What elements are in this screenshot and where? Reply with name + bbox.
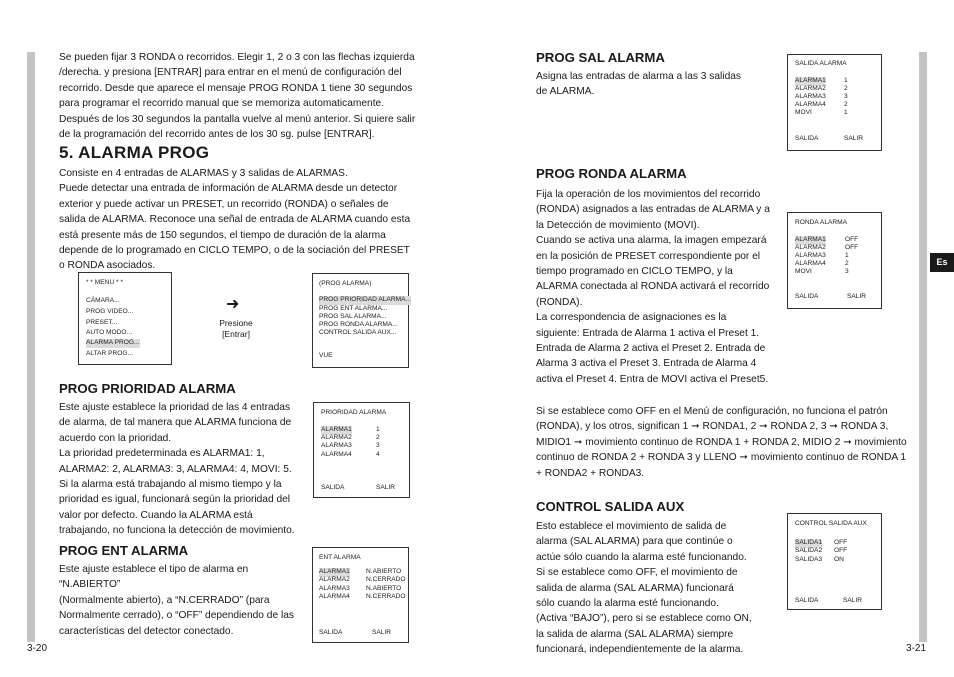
section-body-line: está presente más de 150 segundos, el tiempo de duración de la alarma (59, 229, 386, 241)
screen-row-label: ALARMA4 (321, 451, 352, 458)
ronda-line: Cuando se activa una alarma, la imagen empezará (536, 235, 767, 247)
sal-title: PROG SAL ALARMA (536, 50, 665, 65)
prioridad-body (59, 400, 309, 539)
ronda-screen-title: RONDA ALARMA (795, 219, 848, 226)
screen-footer-right: SALIR (376, 484, 396, 491)
screen-row-label: ALARMA3 (319, 585, 350, 592)
screen-row-label: MOVI (795, 109, 812, 116)
ent-screen (312, 547, 409, 643)
section-body-line: salida de ALARMA. Reconoce una señal de entrada de ALARMA cuando esta (59, 214, 411, 226)
prioridad-line: ALARMA2: 2, ALARMA3: 3, ALARMA4: 4, MOVI: 5. (59, 463, 292, 475)
screen-row-label: ALARMA3 (795, 93, 826, 100)
sal-screen (787, 54, 882, 151)
aux-line: actúe sólo cuando la alarma esté funcionando. (536, 551, 747, 563)
aux-line: Si se establece como OFF, el movimiento de (536, 567, 738, 579)
ronda-line: tiempo programado en CICLO TEMPO, y la (536, 266, 733, 278)
section-body-line: o RONDA asociados. (59, 260, 156, 272)
prioridad-line: Si la alarma está trabajando al mismo tiempo y la (59, 479, 282, 491)
ent-line: Este ajuste establece el tipo de alarma en “N.ABIERTO” (59, 564, 249, 591)
intro-line: recorrido. Desde que aparece el mensaje PROG RONDA 1 tiene 30 segundos (59, 82, 413, 94)
page-number-left: 3-20 (27, 643, 48, 654)
ent-body (59, 562, 309, 639)
screen-row-label: SALIDA2 (795, 547, 823, 554)
screen-footer-right: SALIR (844, 135, 864, 142)
ronda-note-line: (RONDA), y los otros, significan 1 ➞ RONDA1, 2 ➞ RONDA 2, 3 ➞ RONDA 3, (536, 421, 889, 433)
prioridad-screen-title: PRIORIDAD ALARMA (321, 409, 387, 416)
aux-line: Esto establece el movimiento de salida de (536, 521, 727, 532)
screen-row-value: OFF (834, 547, 848, 554)
press-enter-label (206, 318, 266, 340)
screen-row-value: ON (834, 556, 844, 563)
prioridad-line: valor por defecto. Cuando la ALARMA está (59, 509, 253, 521)
ronda-line: en la posición de PRESET correspondiente por el (536, 250, 761, 262)
menu-screen-title: * * MENU * * (86, 279, 124, 286)
aux-body (536, 519, 781, 658)
section-body-line: depende de lo programado en CICLO TEMPO, o de la sociación del PRESET (59, 245, 410, 257)
screen-row-value: 2 (844, 101, 848, 108)
menu-item: AUTO MODO... (86, 329, 133, 336)
screen-row-value: 2 (376, 434, 380, 441)
ronda-line: (RONDA) asignados a las entradas de ALARMA y a (536, 204, 770, 216)
ronda-line: (RONDA). (536, 296, 583, 308)
screen-row-value: 2 (844, 85, 848, 92)
ronda-note-line: Si se establece como OFF en el Menú de configuración, no funciona el patrón (536, 406, 888, 417)
screen-row-value: N.CERRADO (366, 576, 406, 583)
screen-footer-left: SALIDA (321, 484, 345, 491)
screen-row-label: ALARMA2 (321, 434, 352, 441)
intro-line: /derecha. y presiona [ENTRAR] para entrar en el menú de configuración del (59, 67, 402, 79)
screen-row-label: ALARMA4 (319, 593, 350, 600)
screen-footer-left: SALIDA (319, 629, 343, 636)
menu-item: PROG VIDEO... (86, 308, 134, 315)
alarm-menu-item: PROG ENT ALARMA... (319, 305, 388, 312)
ronda-line: Fija la operación de los movimientos del recorrido (536, 189, 761, 200)
screen-row-label-selected: ALARMA1 (319, 568, 350, 575)
ronda-note-line: + RONDA2 + RONDA3. (536, 467, 645, 479)
menu-item: ALTAR PROG... (86, 350, 134, 357)
alarm-menu-item-selected: PROG PRIORIDAD ALARMA... (319, 296, 411, 303)
section-body-line: exterior y puede activar un PRESET, un recorrido (RONDA) o señales de (59, 198, 389, 210)
screen-row-label: ALARMA3 (321, 442, 352, 449)
alarm-menu-footer: VUE (319, 352, 333, 359)
prioridad-line: trabajando, no funciona la detección de movimiento. (59, 525, 295, 537)
aux-line: la salida de alarma (SAL ALARMA) siempre (536, 628, 734, 640)
left-margin-bar (27, 52, 35, 642)
screen-row-label-selected: ALARMA1 (795, 77, 826, 84)
aux-screen-title: CONTROL SALIDA AUX (795, 520, 867, 527)
ronda-line: Alarma 3 activa el Preset 3. Entrada de Alarma 4 (536, 358, 757, 370)
arrow-right-icon: ➜ (226, 294, 240, 313)
section-title: 5. ALARMA PROG (59, 143, 210, 162)
screen-footer-left: SALIDA (795, 135, 819, 142)
screen-row-value: 1 (376, 426, 380, 433)
prioridad-line: La prioridad predeterminada es ALARMA1: 1, (59, 448, 265, 460)
sal-line: de ALARMA. (536, 86, 595, 98)
prioridad-screen (313, 402, 410, 498)
screen-row-value: 3 (845, 268, 849, 275)
ent-line: Normalmente cerrado), o “OFF” dependiendo de las (59, 610, 294, 622)
screen-row-value: 1 (845, 252, 849, 259)
ronda-line: Entrada de Alarma 2 activa el Preset 2. Entrada de (536, 343, 766, 355)
screen-row-value: 4 (376, 451, 380, 458)
language-tab: Es (930, 253, 954, 272)
screen-row-label: ALARMA2 (795, 244, 826, 251)
screen-row-label: MOVI (795, 268, 812, 275)
screen-row-value: N.ABIERTO (366, 585, 402, 592)
screen-row-label: ALARMA3 (795, 252, 826, 259)
ronda-note-line: continuo de RONDA 2 + RONDA 3 y LLENO ➞ movimiento continuo de RONDA 1 (536, 452, 907, 464)
screen-row-value: 1 (844, 77, 848, 84)
alarm-menu-item: PROG SAL ALARMA... (319, 313, 387, 320)
screen-row-label: ALARMA4 (795, 260, 826, 267)
aux-line: alarma (SAL ALARMA) para que continúe o (536, 536, 733, 548)
screen-footer-left: SALIDA (795, 597, 819, 604)
menu-screen (78, 272, 172, 365)
screen-row-value: OFF (834, 539, 848, 546)
aux-line: salida de alarma (SAL ALARMA) funcionará (536, 582, 734, 594)
right-margin-bar (919, 52, 927, 642)
ronda-screen (787, 212, 882, 309)
alarm-menu-item: PROG RONDA ALARMA... (319, 321, 398, 328)
screen-row-label: ALARMA4 (795, 101, 826, 108)
menu-item: CÁMARA... (86, 297, 120, 304)
screen-row-value: OFF (845, 244, 859, 251)
press-label-line: [Entrar] (222, 329, 250, 339)
screen-row-value: 3 (844, 93, 848, 100)
ronda-line: activa el Preset 4. Entra de MOVI activa el Preset5. (536, 373, 769, 385)
screen-row-value: OFF (845, 236, 859, 243)
aux-line: (Activa “BAJO”), pero si se establece como ON, (536, 613, 752, 625)
ronda-note (536, 404, 911, 481)
section-body (59, 166, 429, 274)
ent-line: (Normalmente abierto), a “N.CERRADO” (para (59, 594, 270, 606)
aux-line: sólo cuando la alarma esté funcionando. (536, 598, 719, 610)
intro-line: de la programación del recorrido antes de los 30 sg. pulse [ENTRAR]. (59, 129, 375, 141)
screen-row-label: ALARMA2 (795, 85, 826, 92)
screen-footer-right: SALIR (843, 597, 863, 604)
screen-row-value: 3 (376, 442, 380, 449)
prioridad-line: acuerdo con la prioridad. (59, 432, 172, 444)
menu-item: PRESET... (86, 319, 118, 326)
intro-line: Se pueden fijar 3 RONDA o recorridos. Elegir 1, 2 o 3 con las flechas izquierda (59, 52, 415, 63)
ronda-title: PROG RONDA ALARMA (536, 166, 687, 181)
screen-row-value: 2 (845, 260, 849, 267)
alarm-menu-title: (PROG ALARMA) (319, 280, 372, 287)
prioridad-title: PROG PRIORIDAD ALARMA (59, 381, 236, 396)
ronda-line: siguiente: Entrada de Alarma 1 activa el Preset 1. (536, 327, 760, 339)
prioridad-line: prioridad es igual, funcionará según la prioridad del (59, 494, 291, 506)
press-label-line: Presione (219, 318, 253, 328)
section-body-line: Puede detectar una entrada de información de ALARMA desde un detector (59, 183, 398, 195)
ronda-body (536, 187, 786, 387)
screen-row-label-selected: ALARMA1 (321, 426, 352, 433)
section-body-line: Consiste en 4 entradas de ALARMAS y 3 salidas de ALARMAS. (59, 168, 348, 179)
ent-screen-title: ENT ALARMA (319, 554, 361, 561)
aux-line: funcionará, independientemente de la alarma. (536, 644, 744, 656)
screen-row-value: N.CERRADO (366, 593, 406, 600)
screen-footer-right: SALIR (372, 629, 392, 636)
intro-line: para programar el recorrido manual que se memoriza automaticamente. (59, 98, 385, 110)
screen-row-value: N.ABIERTO (366, 568, 402, 575)
menu-item-selected: ALARMA PROG... (86, 339, 140, 346)
ronda-line: La correspondencia de asignaciones es la (536, 312, 727, 324)
alarm-menu-item: CONTROL SALIDA AUX... (319, 329, 397, 336)
ronda-line: ALARMA conectada al RONDA activará el recorrido (536, 281, 770, 293)
screen-row-label-selected: ALARMA1 (795, 236, 826, 243)
aux-title: CONTROL SALIDA AUX (536, 499, 685, 514)
aux-screen (787, 513, 882, 610)
intro-paragraph (59, 50, 429, 142)
screen-row-label: SALIDA3 (795, 556, 823, 563)
ronda-note-line: MIDIO1 ➞ movimiento continuo de RONDA 1 + RONDA 2, MIDIO 2 ➞ movimiento (536, 436, 907, 448)
prioridad-line: Este ajuste establece la prioridad de las 4 entradas (59, 402, 291, 413)
ent-title: PROG ENT ALARMA (59, 543, 189, 558)
sal-body (536, 69, 776, 100)
sal-screen-title: SALIDA ALARMA (795, 60, 847, 67)
ronda-line: la Detección de movimiento (MOVI). (536, 219, 700, 231)
intro-line: Después de los 30 segundos la pantalla vuelve al menú anterior. Si quiere salir (59, 113, 416, 125)
alarm-menu-screen (312, 273, 409, 368)
screen-footer-left: SALIDA (795, 293, 819, 300)
page-number-right: 3-21 (906, 643, 927, 654)
ent-line: características del detector conectado. (59, 625, 234, 637)
prioridad-line: de alarma, de tal manera que ALARMA funciona de (59, 417, 292, 429)
screen-row-label-selected: SALIDA1 (795, 539, 823, 546)
screen-row-label: ALARMA2 (319, 576, 350, 583)
sal-line: Asigna las entradas de alarma a las 3 salidas (536, 71, 741, 82)
screen-footer-right: SALIR (847, 293, 867, 300)
screen-row-value: 1 (844, 109, 848, 116)
